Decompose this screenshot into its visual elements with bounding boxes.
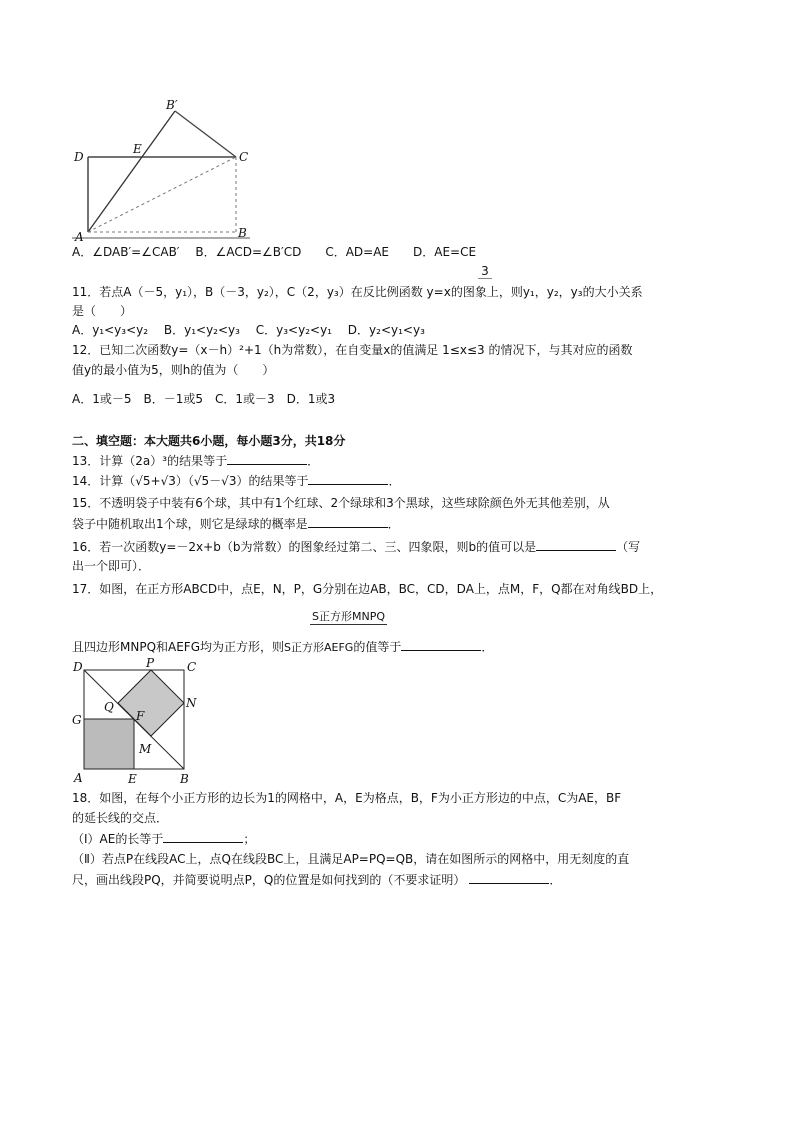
svg-text:N: N bbox=[186, 696, 197, 710]
svg-text:A: A bbox=[74, 771, 83, 785]
q11-line2: 是（ ） bbox=[72, 304, 133, 318]
q12-line1: 12．已知二次函数y=（x－h）²+1（h为常数），在自变量x的值满足 1≤x≤3 的情况下，与其对应的函数 bbox=[72, 343, 633, 357]
q12-options: A．1或－5 B．－1或5 C．1或－3 D．1或3 bbox=[72, 392, 336, 406]
q17-answer-blank[interactable] bbox=[401, 638, 481, 651]
q18-line2: 的延长线的交点． bbox=[72, 811, 169, 825]
q14-answer-blank[interactable] bbox=[308, 472, 388, 485]
q17-fraction-denominator: S正方形AEFG bbox=[284, 641, 354, 654]
q15-text: 袋子中随机取出1个球，则它是绿球的概率是 bbox=[72, 517, 308, 531]
q16-line1 bbox=[72, 538, 640, 555]
q14-text: 14．计算（√5+√3）（√5－√3）的结果等于 bbox=[72, 474, 309, 488]
q18-line1: 18．如图，在每个小正方形的边长为1的网格中，A，E为格点，B，F为小正方形边的中点，C为AE，BF bbox=[72, 791, 622, 805]
svg-text:D: D bbox=[74, 150, 84, 164]
q15-answer-blank[interactable] bbox=[308, 515, 388, 528]
q16-answer-blank[interactable] bbox=[536, 538, 616, 551]
q12-line2: 值y的最小值为5，则h的值为（ ） bbox=[72, 363, 275, 377]
q15-end: ． bbox=[387, 517, 400, 531]
q14 bbox=[72, 472, 400, 489]
q17-line1: 17．如图，在正方形ABCD中，点E，N，P，G分别在边AB，BC，CD，DA上，点M，F，Q都在对角线BD上， bbox=[72, 582, 663, 596]
q11-options: A．y₁<y₃<y₂ B．y₁<y₂<y₃ C．y₃<y₂<y₁ D．y₂<y₁<y₃ bbox=[72, 323, 425, 337]
q18-part1 bbox=[72, 830, 255, 847]
svg-text:E: E bbox=[128, 772, 137, 785]
svg-text:B: B bbox=[238, 226, 247, 240]
svg-text:P: P bbox=[146, 656, 155, 670]
q11-text-b: 的图象上，则y₁，y₂，y₃的大小关系 bbox=[450, 285, 643, 299]
q11-text-a: 11．若点A（－5，y₁），B（－3，y₂），C（2，y₃）在反比例函数 y= bbox=[72, 285, 444, 299]
svg-text:A: A bbox=[75, 230, 84, 244]
q18-part1-text: （Ⅰ）AE的长等于 bbox=[72, 832, 164, 846]
q18-part2-line1: （Ⅱ）若点P在线段AC上，点Q在线段BC上，且满足AP=PQ=QB，请在如图所示的网格中，用无刻度的直 bbox=[72, 852, 630, 866]
q17-end: ． bbox=[481, 640, 494, 654]
q17-fraction-numerator: S正方形MNPQ bbox=[312, 610, 385, 623]
q18-part2-line2 bbox=[72, 871, 561, 888]
svg-text:C: C bbox=[187, 660, 197, 674]
q13-answer-blank[interactable] bbox=[227, 452, 307, 465]
q15-line1: 15．不透明袋子中装有6个球，其中有1个红球、2个绿球和3个黑球，这些球除颜色外无其他差别，从 bbox=[72, 496, 610, 510]
q13-end: ． bbox=[307, 454, 320, 468]
svg-text:M: M bbox=[139, 742, 152, 756]
svg-text:D: D bbox=[73, 660, 83, 674]
q17-text-b: 的值等于 bbox=[353, 640, 402, 654]
svg-text:B: B bbox=[180, 772, 189, 785]
q11-line1 bbox=[72, 284, 643, 300]
svg-text:C: C bbox=[239, 150, 249, 164]
svg-text:E: E bbox=[133, 142, 142, 156]
q18-part2-end: ． bbox=[549, 873, 562, 887]
q18-part2-text: 尺，画出线段PQ，并简要说明点P，Q的位置是如何找到的（不要求证明） bbox=[72, 873, 466, 887]
q18-part1-end: ； bbox=[243, 832, 256, 846]
q16-text: 16．若一次函数y=－2x+b（b为常数）的图象经过第二、三、四象限，则b的值可以是 bbox=[72, 540, 537, 554]
q18-part1-answer-blank[interactable] bbox=[163, 830, 243, 843]
q15-line2 bbox=[72, 515, 400, 532]
q13 bbox=[72, 452, 319, 469]
figure-rectangle-fold bbox=[60, 95, 260, 245]
q16-line2: 出一个即可）． bbox=[72, 559, 151, 573]
figure-squares bbox=[60, 655, 210, 785]
svg-text:G: G bbox=[72, 713, 82, 727]
section2-title: 二、填空题：本大题共6小题，每小题3分，共18分 bbox=[72, 434, 346, 448]
q17-line2 bbox=[72, 638, 493, 656]
q18-part2-answer-blank[interactable] bbox=[469, 871, 549, 884]
q16-text-end: （写 bbox=[616, 540, 641, 554]
q11-fraction-denominator: x bbox=[443, 285, 451, 299]
q10-options: A．∠DAB′=∠CAB′ B．∠ACD=∠B′CD C．AD=AE D．AE=CE bbox=[72, 245, 477, 259]
q17-text: 且四边形MNPQ和AEFG均为正方形，则 bbox=[72, 640, 285, 654]
q13-text: 13．计算（2a）³的结果等于 bbox=[72, 454, 228, 468]
svg-text:F: F bbox=[136, 709, 145, 723]
svg-text:Q: Q bbox=[104, 700, 114, 714]
q14-end: ． bbox=[388, 474, 401, 488]
q11-fraction-numerator: 3 bbox=[478, 264, 492, 279]
svg-text:B′: B′ bbox=[166, 98, 178, 112]
